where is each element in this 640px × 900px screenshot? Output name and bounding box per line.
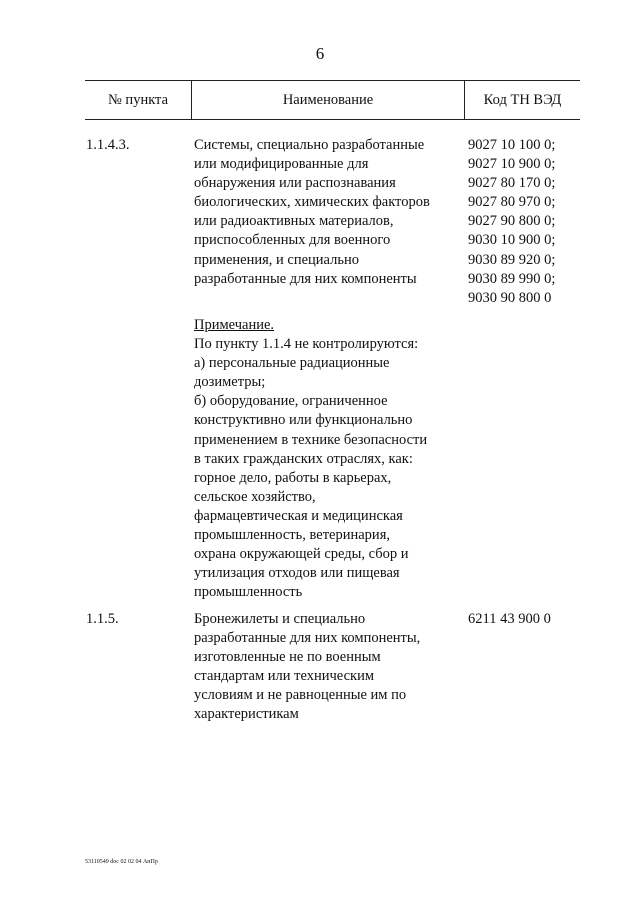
row-codes — [468, 136, 555, 308]
row-name — [194, 136, 464, 289]
row-name — [194, 610, 464, 725]
name-line: Бронежилеты и специально — [194, 611, 366, 627]
name-line: обнаружения или распознавания — [194, 175, 396, 192]
note-title: Примечание. — [194, 317, 275, 333]
note-line: промышленность — [194, 584, 303, 601]
table-header — [85, 80, 580, 120]
note-line: охрана окружающей среды, сбор и — [194, 546, 409, 563]
note-line: промышленность, ветеринария, — [194, 527, 390, 544]
note-line: горное дело, работы в карьерах, — [194, 469, 392, 486]
note-line: фармацевтическая и медицинская — [194, 507, 403, 524]
name-line: применения, и специально — [194, 251, 359, 268]
code-line: 9027 10 900 0; — [468, 156, 556, 173]
note-line: конструктивно или функционально — [194, 412, 413, 429]
code-line: 9027 80 970 0; — [468, 194, 556, 211]
name-line: изготовленные не по военным — [194, 649, 381, 666]
note-line: утилизация отходов или пищевая — [194, 565, 400, 582]
name-line: стандартам или техническим — [194, 668, 375, 685]
page-number: 6 — [315, 44, 325, 63]
footer-document-id: 53110549 doc 02 02 04 АпПр — [85, 859, 158, 865]
note-line: дозиметры; — [194, 374, 266, 391]
code-line: 9027 10 100 0; — [468, 137, 556, 153]
header-code: Код ТН ВЭД — [483, 92, 562, 108]
name-line: условиям и не равноценные им по — [194, 687, 407, 704]
name-line: биологических, химических факторов — [194, 194, 430, 211]
code-line: 6211 43 900 0 — [468, 611, 551, 627]
name-line: Системы, специально разработанные — [194, 137, 425, 153]
name-line: или радиоактивных материалов, — [194, 213, 394, 230]
name-line: или модифицированные для — [194, 156, 369, 173]
row-codes — [468, 610, 551, 629]
note-line: применением в технике безопасности — [194, 431, 428, 448]
note-line: сельское хозяйство, — [194, 488, 316, 505]
name-line: разработанные для них компоненты, — [194, 630, 421, 647]
note-line: а) персональные радиационные — [194, 355, 390, 372]
name-line: разработанные для них компоненты — [194, 270, 417, 287]
row-number: 1.1.4.3. — [86, 137, 130, 153]
note-line: По пункту 1.1.4 не контролируются: — [194, 336, 419, 353]
header-number: № пункта — [107, 92, 169, 108]
name-line: характеристикам — [194, 706, 299, 723]
code-line: 9030 10 900 0; — [468, 232, 556, 249]
note-block — [194, 316, 464, 602]
note-line: в таких гражданских отраслях, как: — [194, 450, 413, 467]
note-line: б) оборудование, ограниченное — [194, 393, 388, 410]
name-line: приспособленных для военного — [194, 232, 391, 249]
header-name: Наименование — [282, 92, 374, 108]
row-number: 1.1.5. — [86, 611, 119, 627]
code-line: 9027 80 170 0; — [468, 175, 556, 192]
code-line: 9030 89 920 0; — [468, 251, 556, 268]
code-line: 9030 90 800 0 — [468, 289, 552, 306]
code-line: 9030 89 990 0; — [468, 270, 556, 287]
code-line: 9027 90 800 0; — [468, 213, 556, 230]
